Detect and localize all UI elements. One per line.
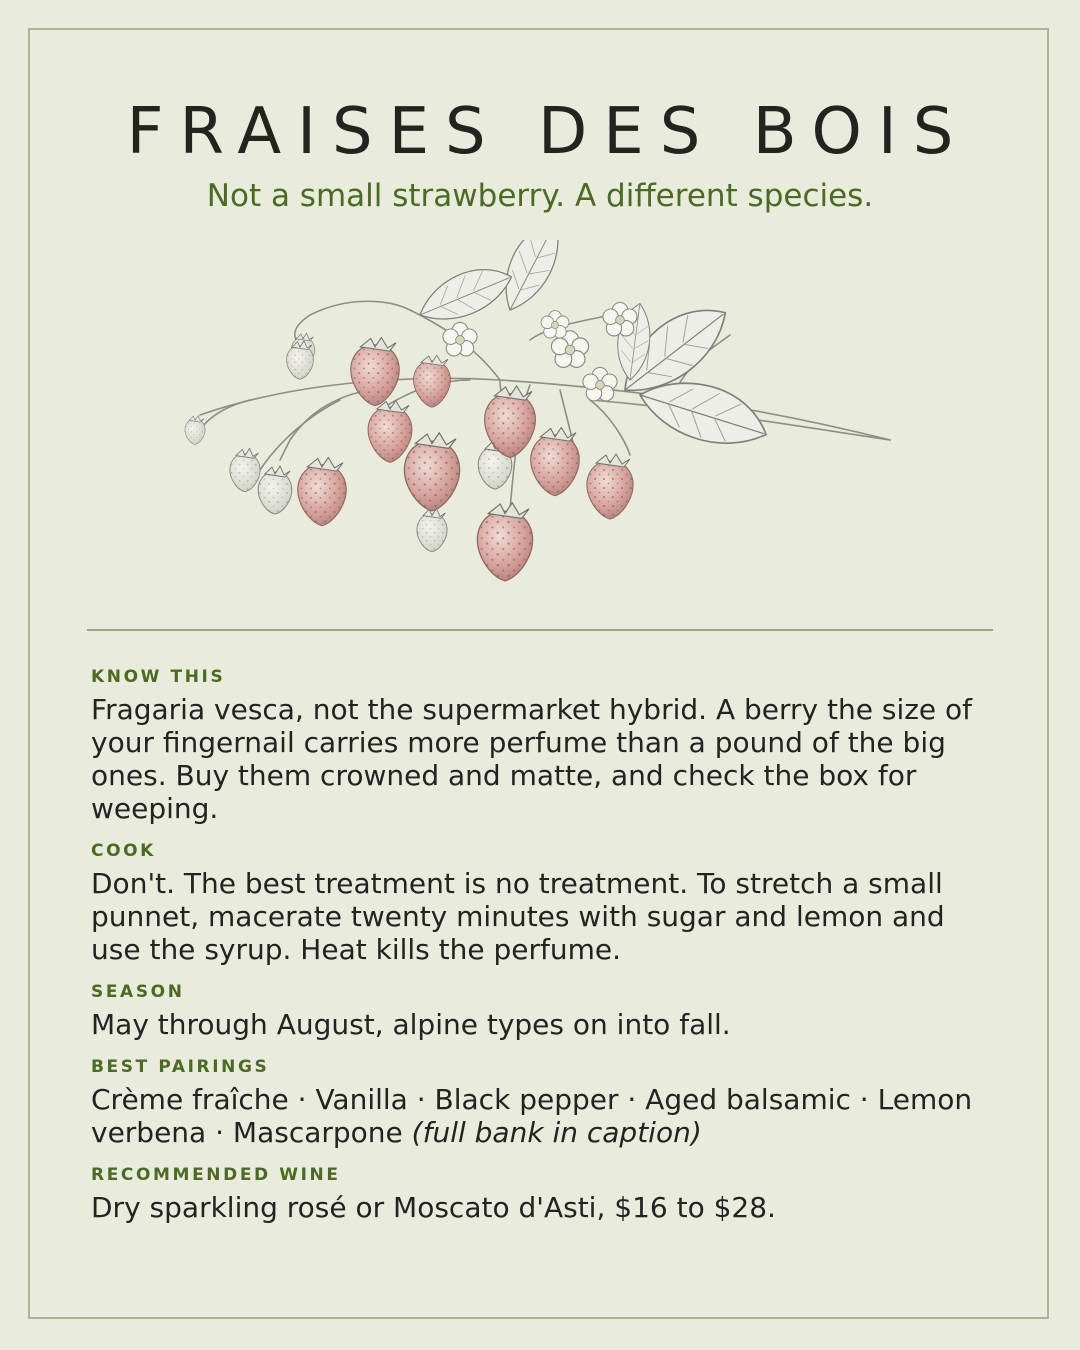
pairings-list: Crème fraîche · Vanilla · Black pepper · Aged balsamic · Lemon verbena · Mascarpone — [91, 1083, 973, 1149]
page-subtitle: Not a small strawberry. A different species. — [206, 178, 874, 214]
section-label: BEST PAIRINGS — [91, 1057, 270, 1077]
section-text: Don't. The best treatment is no treatment. To stretch a small punnet, macerate twenty minutes with sugar and lemon and use the syrup. Heat kills the perfume. — [91, 867, 945, 966]
caption-note: (full bank in caption) — [411, 1116, 702, 1149]
section-best-pairings — [91, 1055, 1001, 1149]
section-text-wrapper — [91, 1083, 1001, 1149]
wild-strawberry-illustration — [170, 240, 910, 590]
page-title: FRAISES DES BOIS — [126, 95, 970, 169]
section-label: SEASON — [91, 982, 185, 1002]
section-label: COOK — [91, 841, 156, 861]
section-label: KNOW THIS — [91, 667, 226, 687]
section-know-this — [91, 665, 1001, 825]
info-sections — [91, 665, 1001, 1238]
section-season — [91, 980, 1001, 1041]
section-text: Dry sparkling rosé or Moscato d'Asti, $16 to $28. — [91, 1191, 776, 1224]
section-text: Fragaria vesca, not the supermarket hybrid. A berry the size of your fingernail carries more perfume than a pound of the big ones. Buy them crowned and matte, and check the box for weeping. — [91, 693, 973, 825]
section-cook — [91, 839, 1001, 966]
section-label: RECOMMENDED WINE — [91, 1165, 341, 1185]
section-recommended-wine — [91, 1163, 1001, 1224]
section-divider — [87, 629, 993, 631]
section-text: May through August, alpine types on into fall. — [91, 1008, 731, 1041]
